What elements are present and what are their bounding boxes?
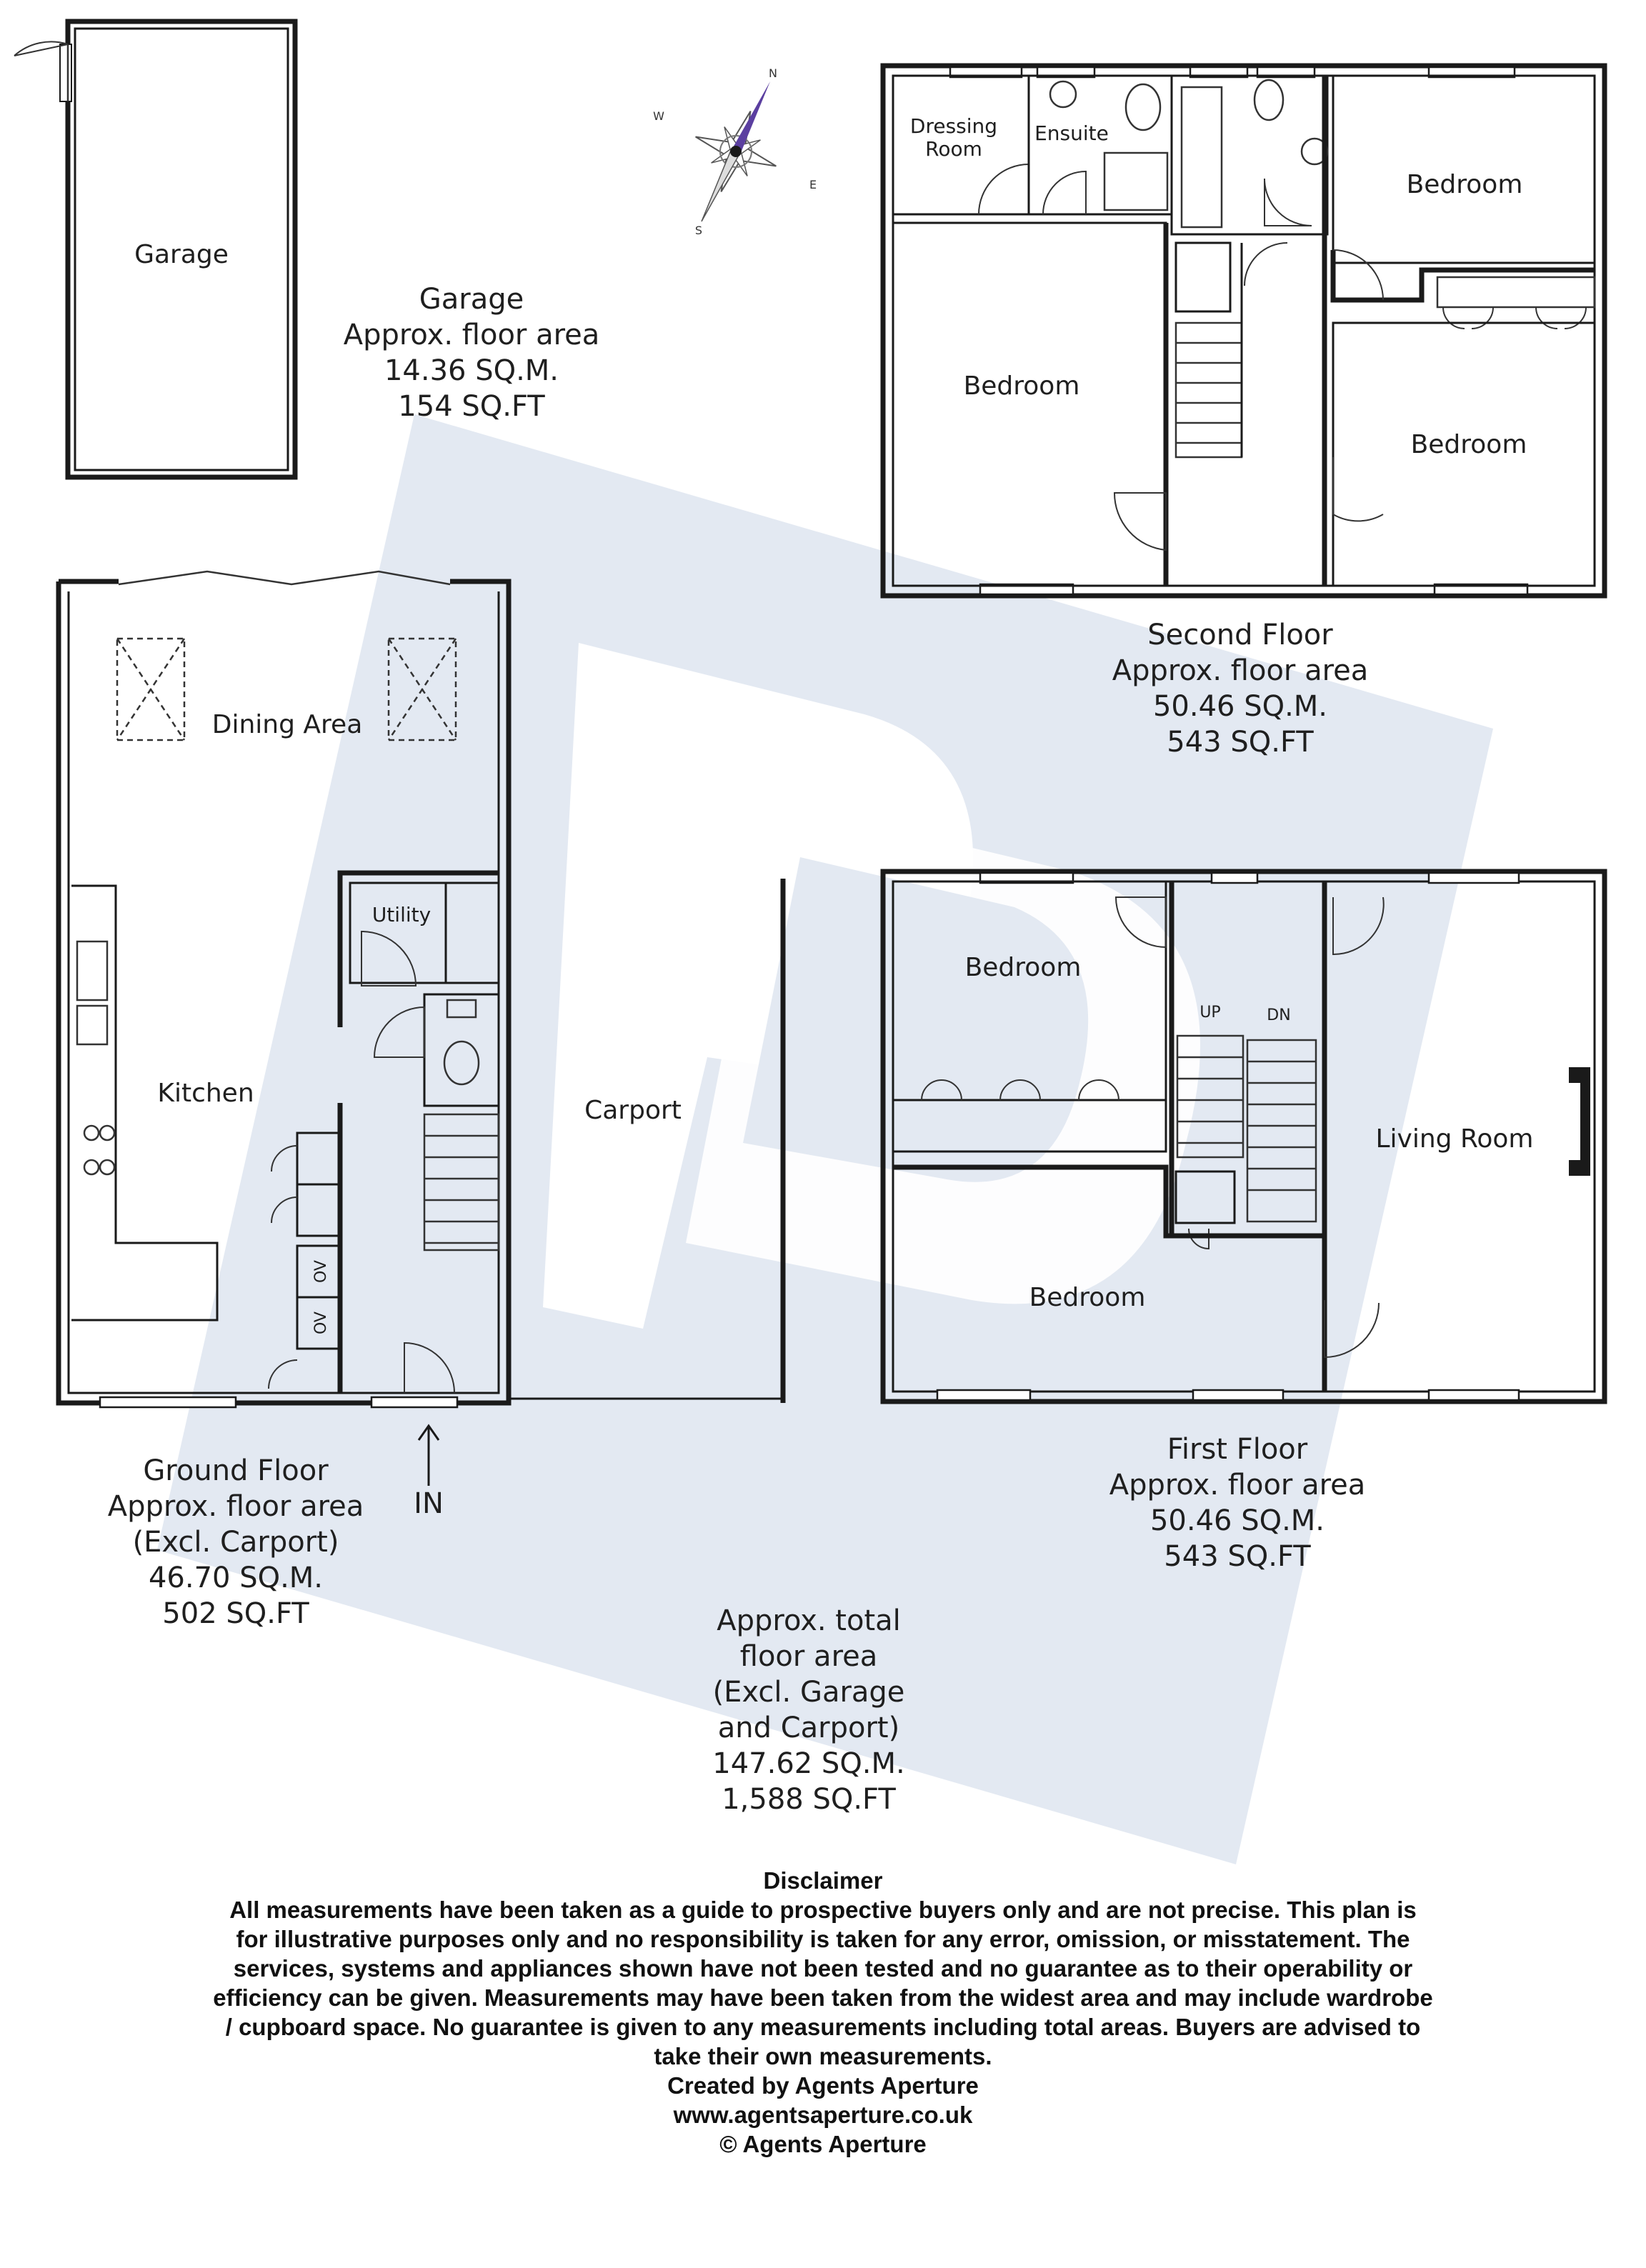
- second-floor-area-sqm: 50.46 SQ.M.: [1152, 690, 1328, 723]
- disclaimer-heading: Disclaimer: [763, 1867, 883, 1894]
- second-floor-area-title: Second Floor: [1147, 619, 1333, 651]
- first-floor-area-line1: Approx. floor area: [1109, 1469, 1366, 1502]
- disclaimer-line: for illustrative purposes only and no responsibility is taken for any error, omission, or misstatement. The: [236, 1926, 1410, 1952]
- total-area-sqft: 1,588 SQ.FT: [722, 1783, 896, 1816]
- total-area-line4: and Carport): [717, 1712, 900, 1744]
- garage-area-sqm: 14.36 SQ.M.: [384, 354, 559, 387]
- basin-icon: [1050, 81, 1076, 107]
- total-area-line1: Approx. total: [717, 1604, 901, 1637]
- first-floor-area-sqft: 543 SQ.FT: [1164, 1540, 1311, 1573]
- compass-n-label: N: [769, 66, 777, 80]
- copyright: © Agents Aperture: [719, 2131, 927, 2157]
- carport-label: Carport: [584, 1096, 682, 1125]
- first-floor-area-sqm: 50.46 SQ.M.: [1149, 1504, 1325, 1537]
- compass-e-label: E: [809, 178, 817, 191]
- bath-icon: [1182, 87, 1222, 227]
- dining-area-label: Dining Area: [211, 710, 363, 739]
- total-area-line3: (Excl. Garage: [712, 1676, 905, 1709]
- second-floor-area-sqft: 543 SQ.FT: [1167, 726, 1314, 759]
- bedroom-ne-label: Bedroom: [1406, 170, 1523, 199]
- compass-rose-icon: [653, 66, 817, 237]
- utility-label: Utility: [371, 903, 432, 926]
- stairs-dn-label: DN: [1267, 1006, 1291, 1024]
- oven-2-label: OV: [312, 1312, 330, 1334]
- wardrobe-icon: [1437, 277, 1595, 307]
- disclaimer-line: services, systems and appliances shown have not been tested and no guarantee as to their operability or: [233, 1955, 1413, 1982]
- created-by: Created by Agents Aperture: [667, 2072, 979, 2099]
- stairs-up-label: UP: [1199, 1004, 1221, 1021]
- bedroom-e-label: Bedroom: [1410, 430, 1527, 459]
- sink-drainer-icon: [77, 941, 107, 1000]
- garage-area-text: [344, 283, 600, 423]
- website-link[interactable]: www.agentsaperture.co.uk: [673, 2102, 973, 2128]
- total-area-sqm: 147.62 SQ.M.: [712, 1747, 905, 1780]
- dressing-room-label-2: Room: [925, 137, 982, 161]
- ground-floor-area-title: Ground Floor: [143, 1454, 329, 1487]
- bedroom-nw-label: Bedroom: [964, 953, 1082, 982]
- garage-room-label: Garage: [134, 240, 229, 269]
- ground-floor-area-sqft: 502 SQ.FT: [162, 1597, 309, 1630]
- sink-icon: [77, 1006, 107, 1044]
- disclaimer-line: / cupboard space. No guarantee is given to any measurements including total areas. Buyers are advised to: [225, 2014, 1421, 2040]
- kitchen-label: Kitchen: [157, 1079, 254, 1108]
- ground-floor-area-sqm: 46.70 SQ.M.: [148, 1562, 324, 1594]
- toilet-icon: [1126, 84, 1160, 130]
- second-floor-plan: [883, 66, 1605, 596]
- second-floor-area-line1: Approx. floor area: [1112, 654, 1369, 687]
- compass-s-label: S: [694, 224, 703, 237]
- bedroom-main-label: Bedroom: [963, 371, 1080, 401]
- living-room-label: Living Room: [1375, 1124, 1534, 1154]
- garage-area-line1: Approx. floor area: [343, 319, 600, 351]
- compass-w-label: W: [653, 109, 664, 123]
- garage-area-title: Garage: [419, 283, 524, 316]
- garage-plan: [14, 21, 295, 477]
- hob-icon: [84, 1126, 99, 1140]
- disclaimer-line: efficiency can be given. Measurements may have been taken from the widest area and may include wardrobe: [213, 1984, 1433, 2011]
- garage-area-sqft: 154 SQ.FT: [398, 390, 545, 423]
- dressing-room-label-1: Dressing: [909, 114, 998, 138]
- ground-floor-area-line2: (Excl. Carport): [132, 1526, 339, 1559]
- oven-1-label: OV: [312, 1260, 330, 1283]
- entrance-label: IN: [414, 1487, 444, 1520]
- ground-floor-area-text: [108, 1454, 364, 1630]
- disclaimer-line: All measurements have been taken as a guide to prospective buyers only and are not precise. This plan is: [229, 1897, 1417, 1923]
- disclaimer-line: take their own measurements.: [654, 2043, 992, 2069]
- first-floor-area-title: First Floor: [1167, 1433, 1308, 1466]
- fireplace-icon: [1569, 1067, 1590, 1176]
- shower-icon: [1104, 153, 1167, 210]
- total-area-line2: floor area: [739, 1640, 878, 1673]
- toilet-icon-2: [1255, 80, 1283, 120]
- ensuite-label: Ensuite: [1034, 121, 1109, 145]
- disclaimer-block: [107, 1866, 1539, 2159]
- bedroom-s-label: Bedroom: [1029, 1283, 1146, 1312]
- ground-floor-area-line1: Approx. floor area: [107, 1490, 364, 1523]
